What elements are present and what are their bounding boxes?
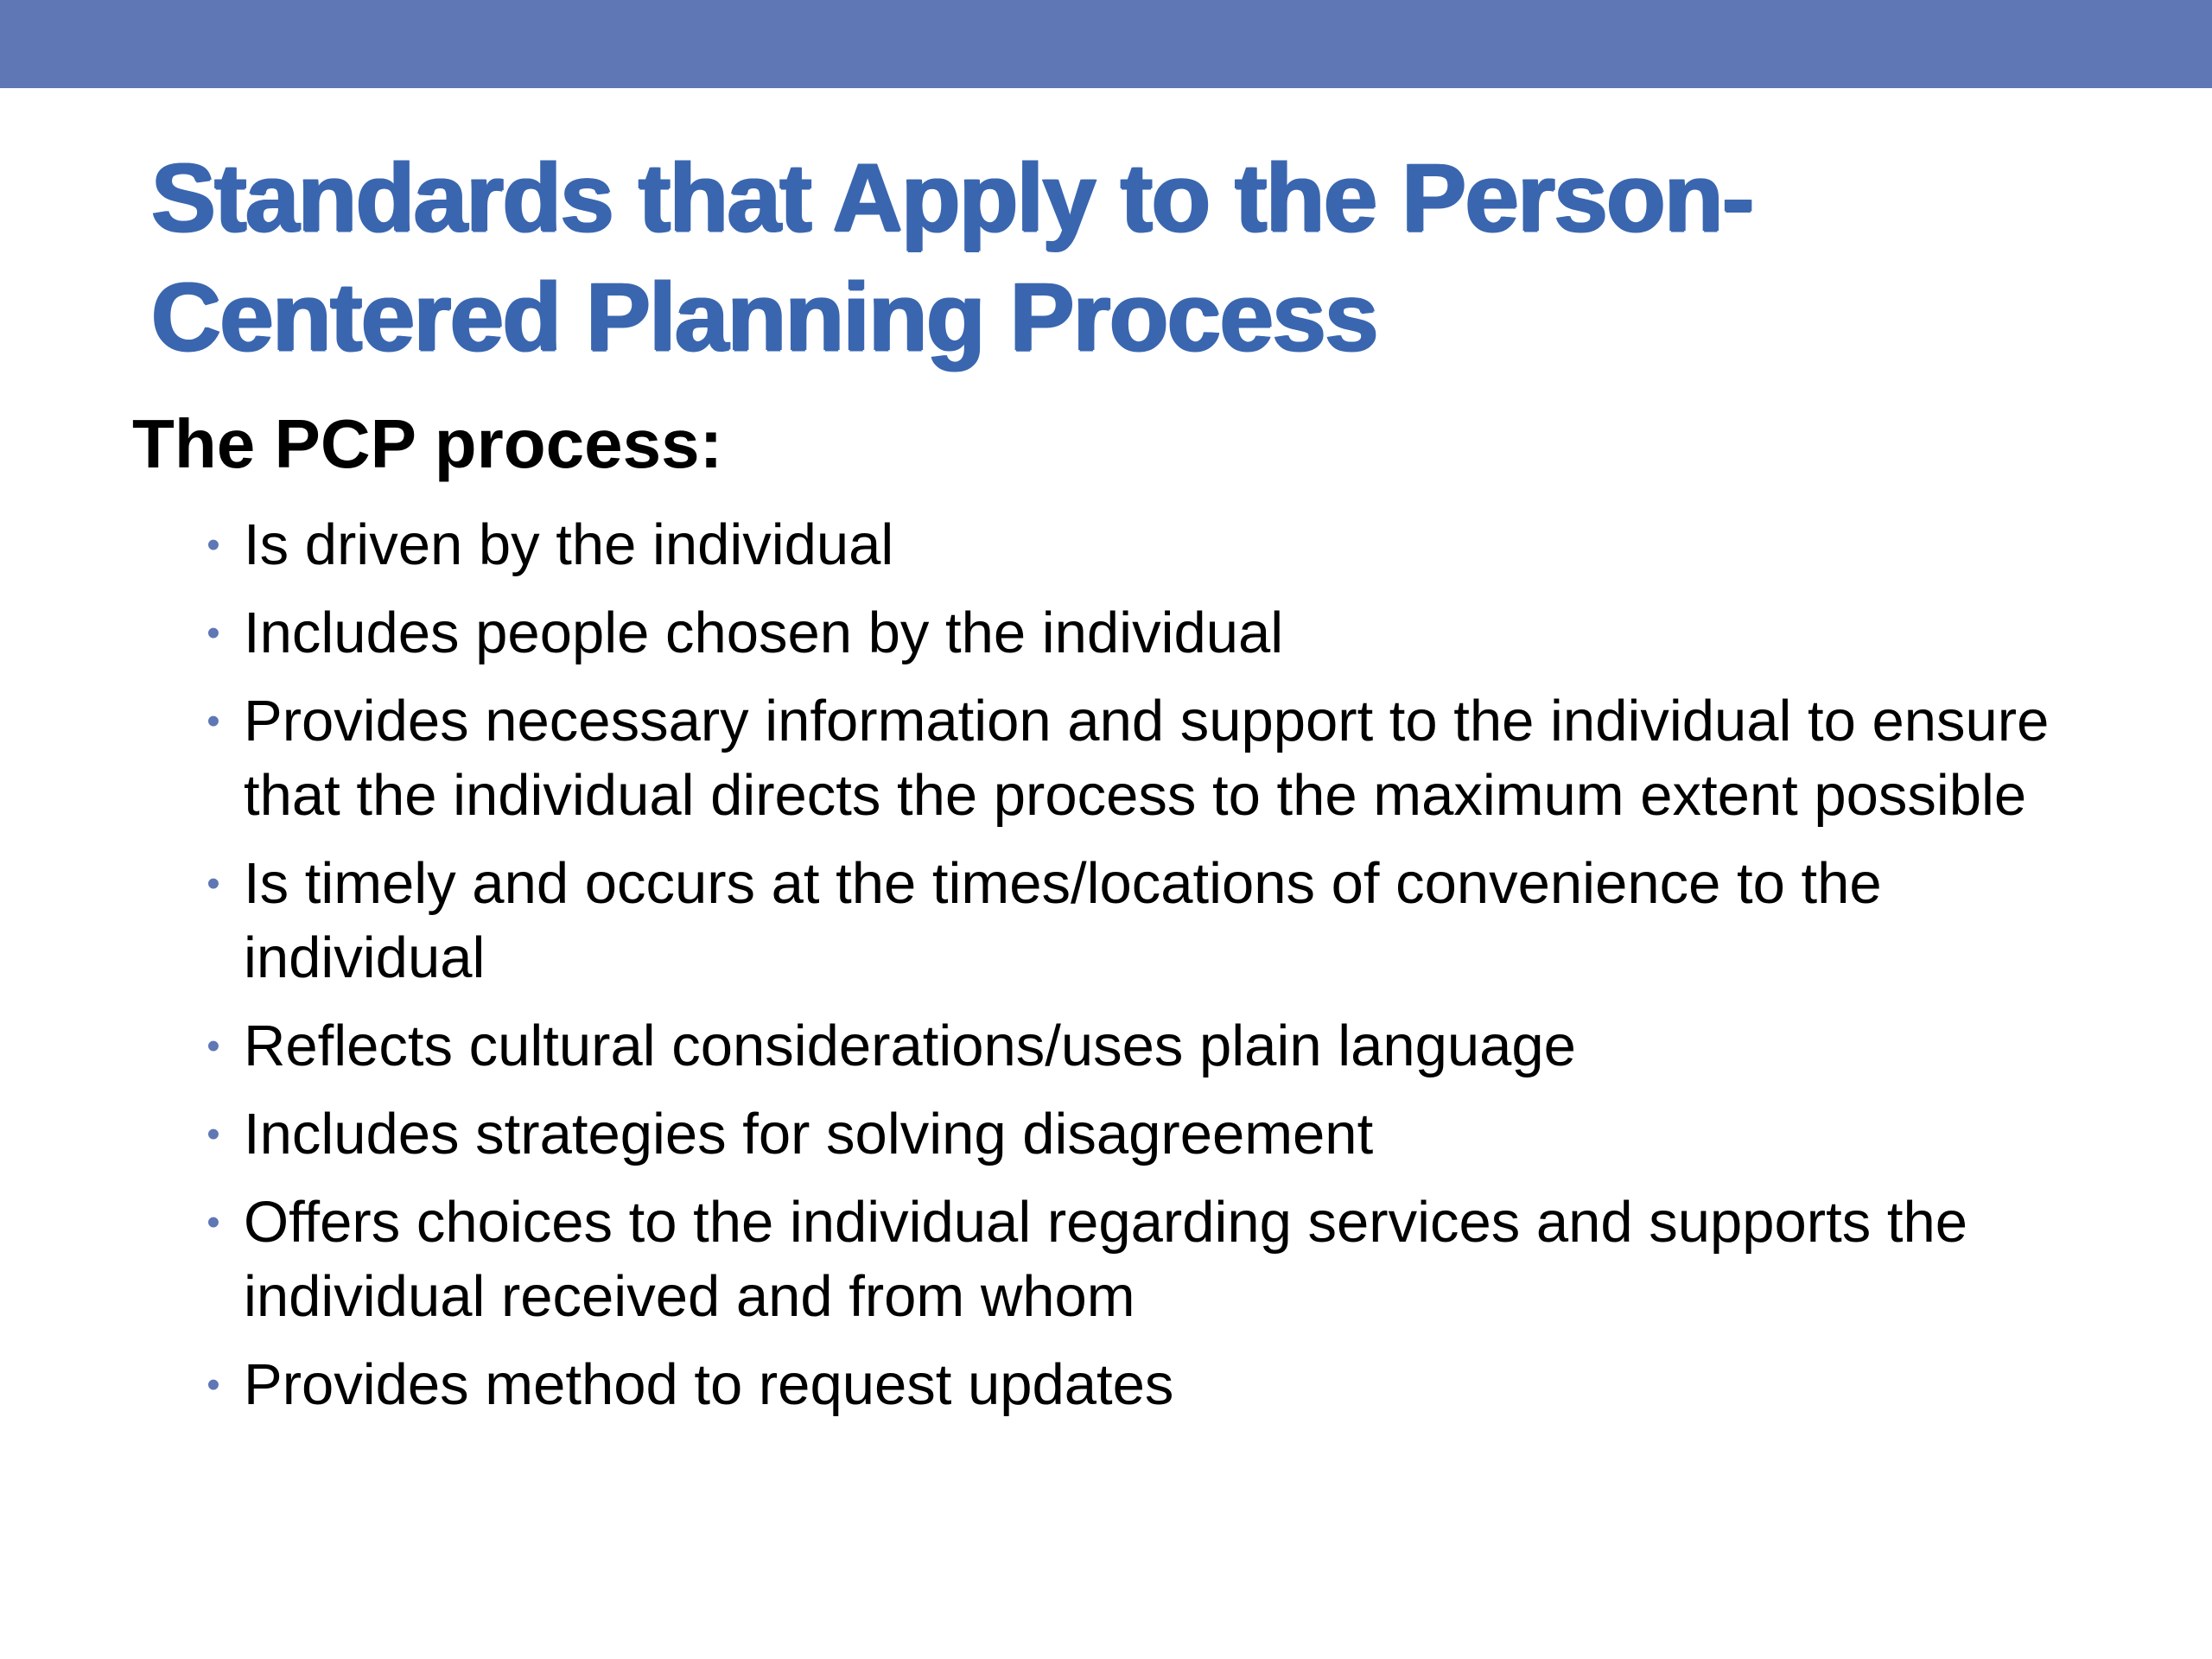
bullet-item xyxy=(0,1097,2212,1172)
bullet-item xyxy=(0,1009,2212,1084)
bullet-icon: • xyxy=(207,524,220,566)
bullet-item xyxy=(0,1185,2212,1334)
bullet-text: Provides method to request updates xyxy=(244,1352,1174,1417)
bullet-icon: • xyxy=(207,612,220,654)
bullet-item xyxy=(0,596,2212,671)
slide-title-line-2: Centered Planning Process xyxy=(151,263,1377,371)
bullet-text: Reflects cultural considerations/uses plain language xyxy=(244,1014,1576,1078)
bullet-item xyxy=(0,508,2212,582)
bullet-icon: • xyxy=(207,1201,220,1243)
bullet-icon: • xyxy=(207,1363,220,1406)
bullet-text: Is driven by the individual xyxy=(244,512,894,577)
slide-title-line-1: Standards that Apply to the Person- xyxy=(151,143,1753,251)
bullet-item xyxy=(0,684,2212,833)
bullet-list xyxy=(0,508,2212,1436)
bullet-icon: • xyxy=(207,1113,220,1155)
bullet-item xyxy=(0,1348,2212,1422)
bullet-icon: • xyxy=(207,862,220,905)
bullet-item xyxy=(0,847,2212,995)
bullet-text: Offers choices to the individual regarding services and supports the individual received and from whom xyxy=(244,1190,1967,1329)
slide-title xyxy=(151,138,2095,377)
bullet-text: Includes strategies for solving disagreement xyxy=(244,1102,1374,1166)
section-heading: The PCP process: xyxy=(132,405,723,482)
bullet-icon: • xyxy=(207,1025,220,1067)
bullet-text: Is timely and occurs at the times/locations of convenience to the individual xyxy=(244,851,1882,990)
bullet-icon: • xyxy=(207,700,220,742)
bullet-text: Provides necessary information and support to the individual to ensure that the individual directs the process to the maximum extent possible xyxy=(244,689,2050,828)
top-accent-bar xyxy=(0,0,2212,88)
bullet-text: Includes people chosen by the individual xyxy=(244,601,1284,665)
